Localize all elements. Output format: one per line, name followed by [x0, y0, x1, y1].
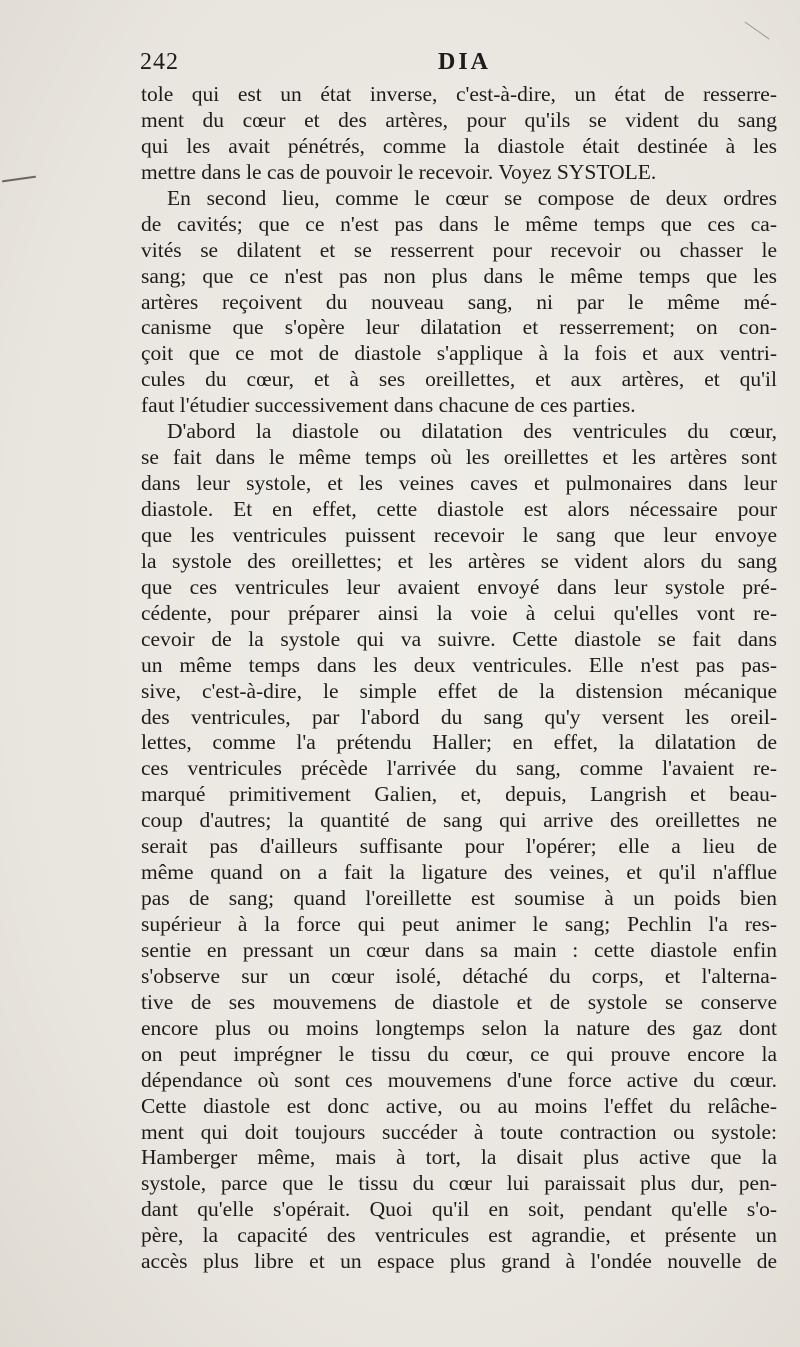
- text-line: serait pas d'ailleurs suffisante pour l'opérer; elle a lieu de: [141, 834, 777, 859]
- text-line: accès plus libre et un espace plus grand à l'ondée nouvelle de: [141, 1249, 777, 1274]
- text-line: artères reçoivent du nouveau sang, ni par le même mé-: [141, 289, 777, 314]
- text-line: systole, parce que le tissu du cœur lui paraissait plus dur, pen-: [141, 1171, 777, 1196]
- page-crease: [744, 21, 769, 39]
- text-line: des ventricules, par l'abord du sang qu'y versent les oreil-: [141, 704, 777, 729]
- text-line: çoit que ce mot de diastole s'applique à la fois et aux ventri-: [141, 341, 777, 366]
- text-line: sive, c'est-à-dire, le simple effet de la distension mécanique: [141, 678, 777, 703]
- text-line: dépendance où sont ces mouvemens d'une force active du cœur.: [141, 1067, 777, 1092]
- page-header: [140, 49, 780, 79]
- page-number: 242: [140, 49, 179, 75]
- text-line: tive de ses mouvemens de diastole et de systole se conserve: [141, 989, 777, 1014]
- text-line: diastole. Et en effet, cette diastole est alors nécessaire pour: [141, 497, 777, 521]
- margin-pencil-mark: [2, 176, 36, 183]
- text-line: pas de sang; quand l'oreillette est soumise à un poids bien: [141, 886, 777, 911]
- text-line: de cavités; que ce n'est pas dans le même temps que ces ca-: [141, 211, 777, 236]
- text-line: coup d'autres; la quantité de sang qui arrive des oreillettes ne: [141, 808, 777, 833]
- text-line: même quand on a fait la ligature des veines, et qu'il n'afflue: [141, 860, 777, 885]
- text-line: ment qui doit toujours succéder à toute contraction ou systole:: [141, 1119, 777, 1144]
- text-line: que les ventricules puissent recevoir le sang que leur envoye: [141, 522, 777, 547]
- text-line: mettre dans le cas de pouvoir le recevoir. Voyez SYSTOLE.: [141, 159, 657, 184]
- text-line: cules du cœur, et à ses oreillettes, et aux artères, et qu'il: [141, 367, 777, 392]
- text-line: faut l'étudier successivement dans chacune de ces parties.: [141, 393, 636, 418]
- text-line: Cette diastole est donc active, ou au moins l'effet du relâche-: [141, 1093, 777, 1118]
- text-line: on peut imprégner le tissu du cœur, ce qui prouve encore la: [141, 1041, 777, 1066]
- text-line: encore plus ou moins longtemps selon la nature des gaz dont: [141, 1015, 777, 1040]
- text-line: lettes, comme l'a prétendu Haller; en effet, la dilatation de: [141, 730, 777, 755]
- text-line: qui les avait pénétrés, comme la diastole était destinée à les: [141, 133, 777, 158]
- text-line: vités se dilatent et se resserrent pour recevoir ou chasser le: [141, 237, 777, 262]
- paragraph-start-line: D'abord la diastole ou dilatation des ventricules du cœur,: [167, 419, 777, 444]
- text-line: la systole des oreillettes; et les artères se vident alors du sang: [141, 548, 777, 573]
- text-line: un même temps dans les deux ventricules. Elle n'est pas pas-: [141, 652, 777, 677]
- text-line: père, la capacité des ventricules est agrandie, et présente un: [141, 1223, 777, 1248]
- paragraph-start-line: En second lieu, comme le cœur se compose de deux ordres: [167, 185, 777, 210]
- text-line: sentie en pressant un cœur dans sa main : cette diastole enfin: [141, 937, 777, 962]
- text-line: dant qu'elle s'opérait. Quoi qu'il en soit, pendant qu'elle s'o-: [141, 1197, 777, 1222]
- body-text: [141, 82, 777, 1275]
- text-line: s'observe sur un cœur isolé, détaché du corps, et l'alterna-: [141, 963, 777, 988]
- text-line: ment du cœur et des artères, pour qu'ils se vident du sang: [141, 107, 777, 132]
- text-line: sang; que ce n'est pas non plus dans le même temps que les: [141, 263, 777, 288]
- text-line: cédente, pour préparer ainsi la voie à celui qu'elles vont re-: [141, 600, 777, 625]
- text-line: se fait dans le même temps où les oreillettes et les artères sont: [141, 445, 777, 470]
- text-line: marqué primitivement Galien, et, depuis, Langrish et beau-: [141, 782, 777, 807]
- text-line: Hamberger même, mais à tort, la disait plus active que la: [141, 1145, 777, 1170]
- text-line: que ces ventricules leur avaient envoyé dans leur systole pré-: [141, 574, 777, 599]
- text-line: dans leur systole, et les veines caves et pulmonaires dans leur: [141, 471, 777, 496]
- text-line: cevoir de la systole qui va suivre. Cette diastole se fait dans: [141, 626, 777, 651]
- text-line: tole qui est un état inverse, c'est-à-dire, un état de resserre-: [141, 82, 777, 106]
- text-line: canisme que s'opère leur dilatation et resserrement; on con-: [141, 315, 777, 340]
- text-line: ces ventricules précède l'arrivée du sang, comme l'avaient re-: [141, 756, 777, 781]
- text-line: supérieur à la force qui peut animer le sang; Pechlin l'a res-: [141, 912, 777, 936]
- running-head: DIA: [438, 49, 492, 75]
